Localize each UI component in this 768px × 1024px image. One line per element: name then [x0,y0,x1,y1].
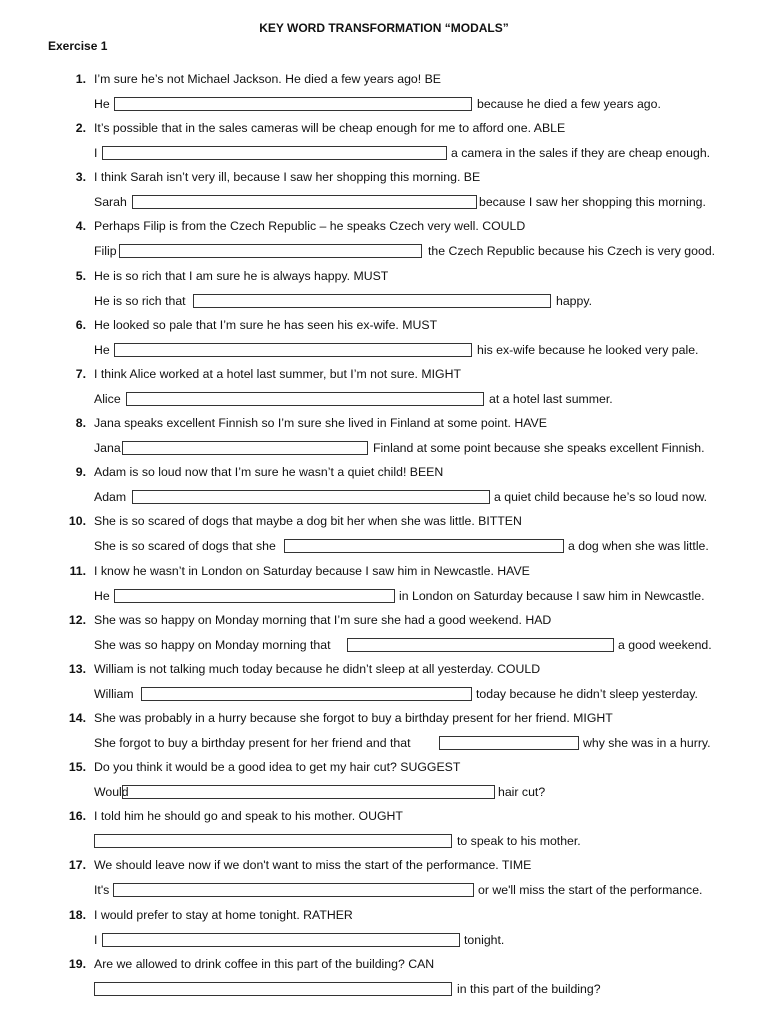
question-prompt: Jana speaks excellent Finnish so I’m sure she lived in Finland at some point. HAVE [94,416,547,430]
question-prompt: Do you think it would be a good idea to get my hair cut? SUGGEST [94,760,461,774]
question-number: 3. [75,170,86,184]
answer-input-box[interactable] [439,736,579,750]
question-prompt: He looked so pale that I’m sure he has seen his ex-wife. MUST [94,318,438,332]
question-number: 10. [68,514,86,528]
answer-prefix: Would [94,785,129,799]
question-number: 13. [68,662,86,676]
answer-prefix: Adam [94,490,127,504]
answer-suffix: today because he didn’t sleep yesterday. [476,687,698,701]
answer-input-box[interactable] [126,392,484,406]
answer-suffix: a dog when she was little. [568,539,709,553]
answer-prefix: Filip [94,244,117,258]
question-prompt: He is so rich that I am sure he is always happy. MUST [94,269,389,283]
question-number: 17. [68,858,86,872]
answer-input-box[interactable] [114,589,395,603]
answer-suffix: or we'll miss the start of the performance. [478,883,703,897]
answer-input-box[interactable] [113,883,474,897]
answer-input-box[interactable] [94,834,452,848]
question-number: 11. [69,564,86,578]
answer-input-box[interactable] [141,687,472,701]
question-prompt: I’m sure he’s not Michael Jackson. He died a few years ago! BE [94,72,441,86]
question-prompt: She is so scared of dogs that maybe a dog bit her when she was little. BITTEN [94,514,522,528]
question-number: 6. [75,318,86,332]
answer-suffix: in London on Saturday because I saw him in Newcastle. [399,589,705,603]
question-number: 2. [75,121,86,135]
question-prompt: I think Sarah isn’t very ill, because I saw her shopping this morning. BE [94,170,481,184]
answer-prefix: I [94,146,98,160]
question-number: 8. [75,416,86,430]
question-prompt: William is not talking much today because he didn’t sleep at all yesterday. COULD [94,662,541,676]
answer-prefix: He [94,97,110,111]
question-prompt: I told him he should go and speak to his mother. OUGHT [94,809,403,823]
answer-prefix: Jana [94,441,121,455]
answer-suffix: the Czech Republic because his Czech is very good. [428,244,716,258]
answer-input-box[interactable] [347,638,614,652]
answer-suffix: his ex-wife because he looked very pale. [477,343,699,357]
answer-prefix: Sarah [94,195,127,209]
question-number: 7. [75,367,86,381]
question-number: 15. [68,760,86,774]
question-number: 9. [75,465,86,479]
answer-suffix: happy. [556,294,593,308]
question-prompt: Adam is so loud now that I’m sure he wasn’t a quiet child! BEEN [94,465,444,479]
question-prompt: I think Alice worked at a hotel last summer, but I’m not sure. MIGHT [94,367,461,381]
answer-suffix: hair cut? [498,785,546,799]
answer-input-box[interactable] [102,146,447,160]
question-number: 5. [75,269,86,283]
question-number: 4. [75,219,86,233]
answer-suffix: a camera in the sales if they are cheap enough. [451,146,711,160]
answer-input-box[interactable] [94,982,452,996]
answer-input-box[interactable] [132,490,490,504]
answer-input-box[interactable] [114,343,472,357]
answer-prefix: He [94,343,110,357]
answer-input-box[interactable] [122,441,368,455]
answer-suffix: at a hotel last summer. [489,392,613,406]
question-prompt: Perhaps Filip is from the Czech Republic – he speaks Czech very well. COULD [94,219,526,233]
answer-prefix: He [94,589,110,603]
answer-prefix: She is so scared of dogs that she [94,539,276,553]
answer-suffix: in this part of the building? [457,982,601,996]
question-number: 1. [75,72,86,86]
answer-prefix: Alice [94,392,121,406]
answer-input-box[interactable] [102,933,460,947]
answer-prefix: She was so happy on Monday morning that [94,638,331,652]
question-prompt: Are we allowed to drink coffee in this part of the building? CAN [94,957,435,971]
answer-suffix: because he died a few years ago. [477,97,661,111]
question-number: 14. [68,711,86,725]
question-prompt: She was probably in a hurry because she forgot to buy a birthday present for her friend. MIGHT [94,711,613,725]
answer-input-box[interactable] [122,785,495,799]
question-number: 18. [68,908,86,922]
question-number: 12. [68,613,86,627]
answer-suffix: why she was in a hurry. [583,736,711,750]
answer-prefix: William [94,687,134,701]
question-prompt: It’s possible that in the sales cameras will be cheap enough for me to afford one. ABLE [94,121,566,135]
answer-input-box[interactable] [284,539,564,553]
exercise-heading: Exercise 1 [48,39,108,53]
question-number: 16. [68,809,86,823]
answer-suffix: tonight. [464,933,505,947]
question-number: 19. [68,957,86,971]
question-prompt: I would prefer to stay at home tonight. RATHER [94,908,353,922]
answer-suffix: Finland at some point because she speaks excellent Finnish. [373,441,705,455]
answer-suffix: to speak to his mother. [457,834,581,848]
answer-input-box[interactable] [132,195,477,209]
answer-prefix: He is so rich that [94,294,186,308]
page-title: KEY WORD TRANSFORMATION “MODALS” [259,21,509,35]
question-prompt: We should leave now if we don't want to miss the start of the performance. TIME [94,858,532,872]
answer-prefix: She forgot to buy a birthday present for her friend and that [94,736,411,750]
answer-suffix: a quiet child because he’s so loud now. [494,490,708,504]
answer-input-box[interactable] [114,97,472,111]
answer-prefix: I [94,933,98,947]
answer-input-box[interactable] [193,294,551,308]
question-prompt: She was so happy on Monday morning that I’m sure she had a good weekend. HAD [94,613,552,627]
question-prompt: I know he wasn’t in London on Saturday because I saw him in Newcastle. HAVE [94,564,530,578]
answer-suffix: a good weekend. [618,638,712,652]
answer-suffix: because I saw her shopping this morning. [479,195,706,209]
answer-prefix: It's [94,883,110,897]
answer-input-box[interactable] [119,244,422,258]
